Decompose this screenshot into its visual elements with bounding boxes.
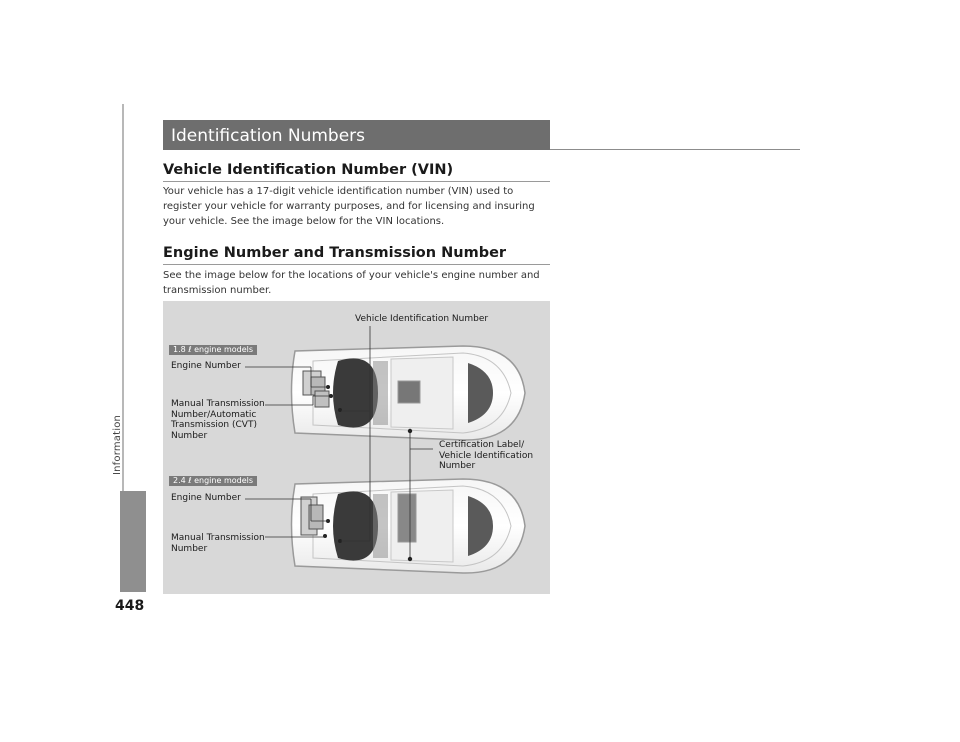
page-number: 448 [115, 598, 145, 614]
engine-number-label-2-4: Engine Number [171, 493, 241, 503]
car-top-view-1 [292, 346, 526, 440]
certification-label: Certification Label/ Vehicle Identification Number [439, 440, 534, 471]
chapter-side-tab [110, 0, 148, 742]
transmission-number-label-2-4: Manual Transmission Number [171, 533, 265, 554]
section-body-engine: See the image below for the locations of your vehicle's engine number and transmission number. [163, 270, 540, 296]
section-rule-engine [163, 264, 550, 265]
side-tab-label: Information [112, 414, 123, 476]
vin-top-label: Vehicle Identification Number [355, 314, 489, 324]
chapter-rule [550, 149, 800, 150]
model-badge-2-4: 2.4 ℓ engine models [169, 476, 257, 486]
transmission-number-label-1-8: Manual Transmission Number/Automatic Transmission (CVT) Number [171, 399, 265, 441]
section-heading-vin: Vehicle Identification Number (VIN) [163, 162, 454, 178]
chapter-title: Identification Numbers [163, 120, 550, 150]
side-tab-block [120, 491, 146, 592]
section-rule-vin [163, 181, 550, 182]
section-body-vin: Your vehicle has a 17-digit vehicle identification number (VIN) used to register your vehicle for warranty purposes, and for licensing and insuring your vehicle. See the image below for the VIN locations. [163, 186, 535, 227]
engine-number-label-1-8: Engine Number [171, 361, 241, 371]
model-badge-1-8: 1.8 ℓ engine models [169, 345, 257, 355]
section-heading-engine: Engine Number and Transmission Number [163, 245, 507, 261]
vehicle-diagram [163, 301, 550, 594]
